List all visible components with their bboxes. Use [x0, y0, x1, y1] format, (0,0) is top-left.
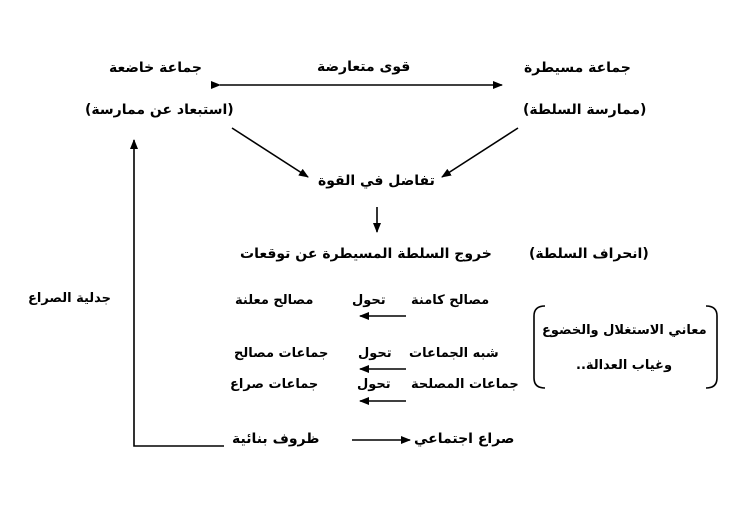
meanings-line2: وغياب العدالة..: [576, 358, 673, 373]
transform-row3-verb: تحول: [357, 377, 391, 392]
feedback-loop-line: [134, 140, 224, 446]
meanings-brace-left: [534, 306, 545, 388]
meanings-brace-right: [706, 306, 717, 388]
deviation-text: خروج السلطة المسيطرة عن توقعات: [240, 246, 492, 262]
dominant-group-role: (ممارسة السلطة): [523, 102, 647, 118]
transform-row1-from: مصالح كامنة: [411, 293, 490, 308]
transform-row3-to: جماعات صراع: [230, 377, 319, 392]
transform-row1-verb: تحول: [352, 293, 386, 308]
conflict-dialectic-label: جدلية الصراع: [28, 291, 112, 306]
subordinate-group-role: (استبعاد عن ممارسة): [85, 102, 234, 118]
arrow-dominant-to-differential: [442, 128, 518, 177]
transform-row2-to: جماعات مصالح: [234, 346, 329, 361]
structural-conditions-label: ظروف بنائية: [232, 431, 320, 447]
transform-row3-from: جماعات المصلحة: [411, 377, 519, 392]
social-conflict-label: صراع اجتماعي: [414, 431, 515, 447]
meanings-line1: معاني الاستغلال والخضوع: [542, 323, 707, 338]
arrow-subordinate-to-differential: [232, 128, 308, 177]
opposing-forces-label: قوى متعارضة: [317, 59, 411, 75]
dominant-group-name: جماعة مسيطرة: [524, 60, 631, 76]
deviation-label: (انحراف السلطة): [529, 246, 649, 262]
subordinate-group-name: جماعة خاضعة: [109, 60, 202, 76]
transform-row2-from: شبه الجماعات: [409, 346, 499, 361]
transform-row2-verb: تحول: [358, 346, 392, 361]
power-differential-label: تفاضل في القوة: [318, 173, 435, 189]
transform-row1-to: مصالح معلنة: [235, 293, 314, 308]
